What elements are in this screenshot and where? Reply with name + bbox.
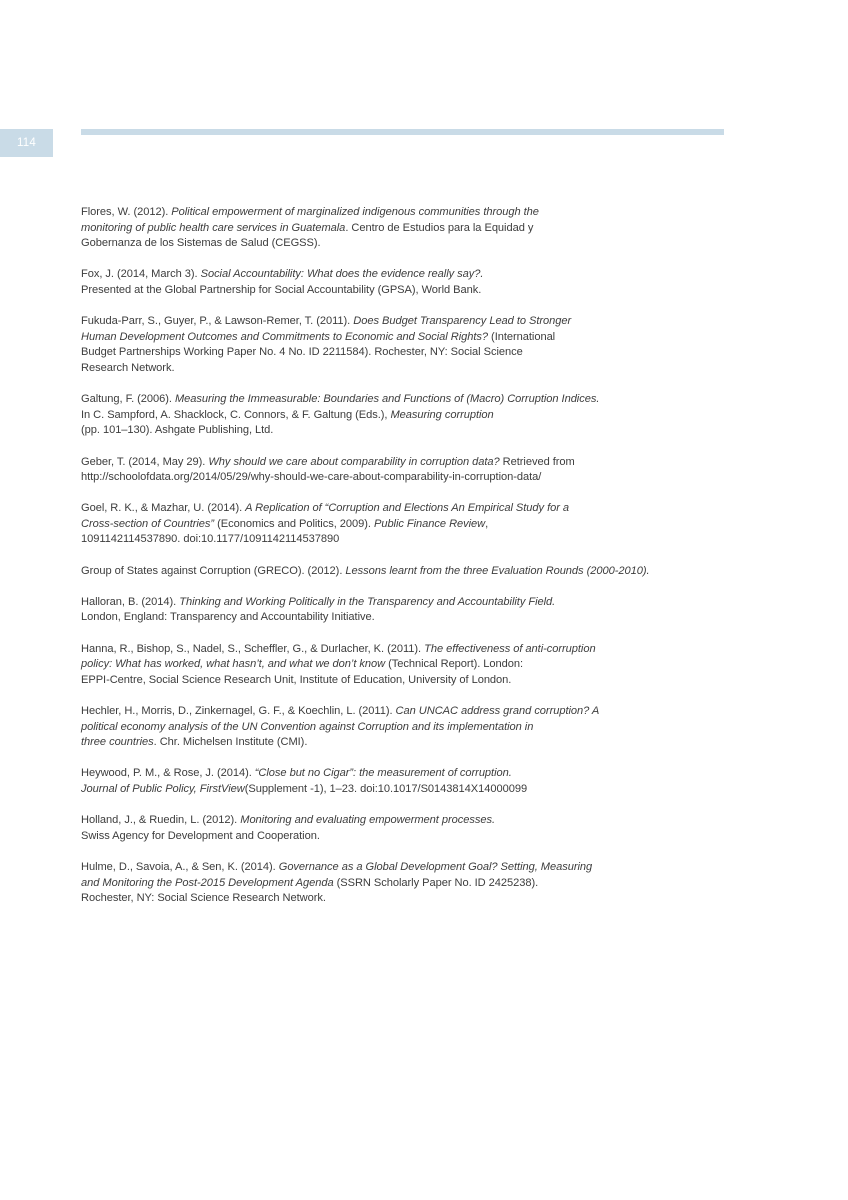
reference-italic-text: Governance as a Global Development Goal? Setting, Measuring	[278, 860, 593, 873]
reference-line	[81, 314, 721, 330]
reference-entry	[81, 766, 721, 797]
reference-line	[81, 267, 721, 283]
reference-line	[81, 642, 721, 658]
reference-line	[81, 205, 721, 221]
reference-line	[81, 361, 721, 377]
page-number: 114	[0, 129, 53, 157]
reference-text: (International	[488, 330, 556, 343]
reference-italic-text: and Monitoring the Post-2015 Development Agenda	[81, 876, 334, 889]
reference-list	[81, 205, 721, 922]
reference-line	[81, 766, 721, 782]
reference-line	[81, 782, 721, 798]
reference-text: ,	[485, 517, 489, 530]
reference-text: 1091142114537890. doi:10.1177/1091142114537890	[81, 533, 340, 546]
reference-text: Hanna, R., Bishop, S., Nadel, S., Scheffler, G., & Durlacher, K. (2011).	[81, 642, 425, 655]
reference-italic-text: Public Finance Review	[373, 517, 486, 530]
reference-italic-text: The effectiveness of anti-corruption	[424, 642, 596, 655]
reference-line	[81, 455, 721, 471]
reference-italic-text: Measuring the Immeasurable: Boundaries and Functions of (Macro) Corruption Indices.	[174, 393, 600, 406]
reference-line	[81, 704, 721, 720]
reference-entry	[81, 267, 721, 298]
reference-line	[81, 891, 721, 907]
reference-line	[81, 345, 721, 361]
reference-line	[81, 283, 721, 299]
reference-text: . Chr. Michelsen Institute (CMI).	[153, 736, 308, 749]
reference-italic-text: Social Accountability: What does the evidence really say?.	[200, 268, 484, 281]
reference-entry	[81, 860, 721, 907]
reference-text: (pp. 101–130). Ashgate Publishing, Ltd.	[81, 424, 274, 437]
reference-line	[81, 532, 721, 548]
reference-italic-text: Why should we care about comparability in corruption data?	[208, 455, 500, 468]
reference-line	[81, 423, 721, 439]
reference-entry	[81, 314, 721, 376]
reference-text: Hulme, D., Savoia, A., & Sen, K. (2014).	[81, 860, 279, 873]
reference-line	[81, 595, 721, 611]
reference-text: Rochester, NY: Social Science Research Network.	[81, 892, 326, 905]
reference-line	[81, 330, 721, 346]
reference-italic-text: Political empowerment of marginalized indigenous communities through the	[171, 206, 539, 218]
reference-line	[81, 610, 721, 626]
reference-text: Budget Partnerships Working Paper No. 4 No. ID 2211584). Rochester, NY: Social Science	[81, 346, 523, 359]
reference-line	[81, 517, 721, 533]
reference-italic-text: Cross-section of Countries”	[81, 517, 215, 530]
reference-text: Heywood, P. M., & Rose, J. (2014).	[81, 767, 255, 780]
reference-text: Research Network.	[81, 361, 175, 374]
reference-text: Fox, J. (2014, March 3).	[81, 268, 201, 281]
reference-italic-text: Can UNCAC address grand corruption? A	[395, 705, 600, 717]
header-rule	[81, 129, 724, 135]
reference-text: Flores, W. (2012).	[81, 206, 172, 218]
reference-line	[81, 735, 721, 751]
reference-entry	[81, 564, 721, 580]
reference-line	[81, 860, 721, 876]
reference-text: Gobernanza de los Sistemas de Salud (CEGSS).	[81, 237, 321, 250]
reference-line	[81, 221, 721, 237]
reference-entry	[81, 205, 721, 252]
reference-italic-text: Lessons learnt from the three Evaluation Rounds (2000-2010).	[345, 564, 650, 577]
reference-line	[81, 501, 721, 517]
reference-line	[81, 392, 721, 408]
reference-italic-text: political economy analysis of the UN Convention against Corruption and its implementation in	[81, 720, 534, 733]
reference-line	[81, 564, 721, 580]
reference-entry	[81, 704, 721, 751]
reference-line	[81, 236, 721, 252]
reference-line	[81, 829, 721, 845]
reference-text: In C. Sampford, A. Shacklock, C. Connors, & F. Galtung (Eds.),	[81, 408, 391, 421]
reference-entry	[81, 392, 721, 439]
reference-text: Holland, J., & Ruedin, L. (2012).	[81, 814, 241, 827]
reference-text: Swiss Agency for Development and Cooperation.	[81, 829, 320, 842]
reference-line	[81, 657, 721, 673]
reference-line	[81, 673, 721, 689]
reference-entry	[81, 642, 721, 689]
reference-text: Halloran, B. (2014).	[81, 595, 180, 608]
reference-text: (Technical Report). London:	[385, 658, 524, 671]
reference-text: Galtung, F. (2006).	[81, 393, 175, 406]
reference-line	[81, 720, 721, 736]
reference-line	[81, 876, 721, 892]
reference-text: (Economics and Politics, 2009).	[214, 517, 374, 530]
reference-italic-text: Monitoring and evaluating empowerment processes.	[240, 814, 495, 827]
reference-italic-text: three countries	[81, 736, 154, 749]
reference-text: (SSRN Scholarly Paper No. ID 2425238).	[333, 876, 539, 889]
reference-line	[81, 470, 721, 486]
reference-italic-text: Thinking and Working Politically in the Transparency and Accountability Field.	[179, 595, 556, 608]
reference-text: EPPI-Centre, Social Science Research Unit, Institute of Education, University of London.	[81, 673, 512, 686]
reference-text: Retrieved from	[499, 455, 575, 468]
reference-entry	[81, 501, 721, 548]
reference-text: London, England: Transparency and Accountability Initiative.	[81, 611, 375, 624]
reference-text: Presented at the Global Partnership for Social Accountability (GPSA), World Bank.	[81, 283, 482, 296]
reference-text: http://schoolofdata.org/2014/05/29/why-should-we-care-about-comparability-in-corruption-data/	[81, 471, 542, 484]
reference-text: Group of States against Corruption (GRECO). (2012).	[81, 564, 346, 577]
reference-italic-text: policy: What has worked, what hasn’t, and what we don’t know	[81, 658, 386, 671]
reference-italic-text: A Replication of “Corruption and Elections An Empirical Study for a	[245, 502, 570, 515]
reference-line	[81, 408, 721, 424]
reference-italic-text: Does Budget Transparency Lead to Stronger	[353, 315, 572, 328]
reference-italic-text: Measuring corruption	[390, 408, 494, 421]
reference-italic-text: “Close but no Cigar”: the measurement of corruption.	[254, 767, 512, 780]
reference-text: . Centro de Estudios para la Equidad y	[345, 221, 534, 234]
reference-entry	[81, 595, 721, 626]
reference-text: (Supplement -1), 1–23. doi:10.1017/S0143814X14000099	[244, 782, 528, 795]
reference-text: Geber, T. (2014, May 29).	[81, 455, 209, 468]
reference-italic-text: Journal of Public Policy, FirstView	[81, 782, 245, 795]
reference-text: Fukuda-Parr, S., Guyer, P., & Lawson-Remer, T. (2011).	[81, 315, 354, 328]
reference-entry	[81, 455, 721, 486]
reference-entry	[81, 813, 721, 844]
reference-text: Hechler, H., Morris, D., Zinkernagel, G. F., & Koechlin, L. (2011).	[81, 705, 396, 717]
reference-text: Goel, R. K., & Mazhar, U. (2014).	[81, 502, 246, 515]
reference-line	[81, 813, 721, 829]
reference-italic-text: monitoring of public health care services in Guatemala	[81, 221, 346, 234]
reference-italic-text: Human Development Outcomes and Commitments to Economic and Social Rights?	[81, 330, 489, 343]
